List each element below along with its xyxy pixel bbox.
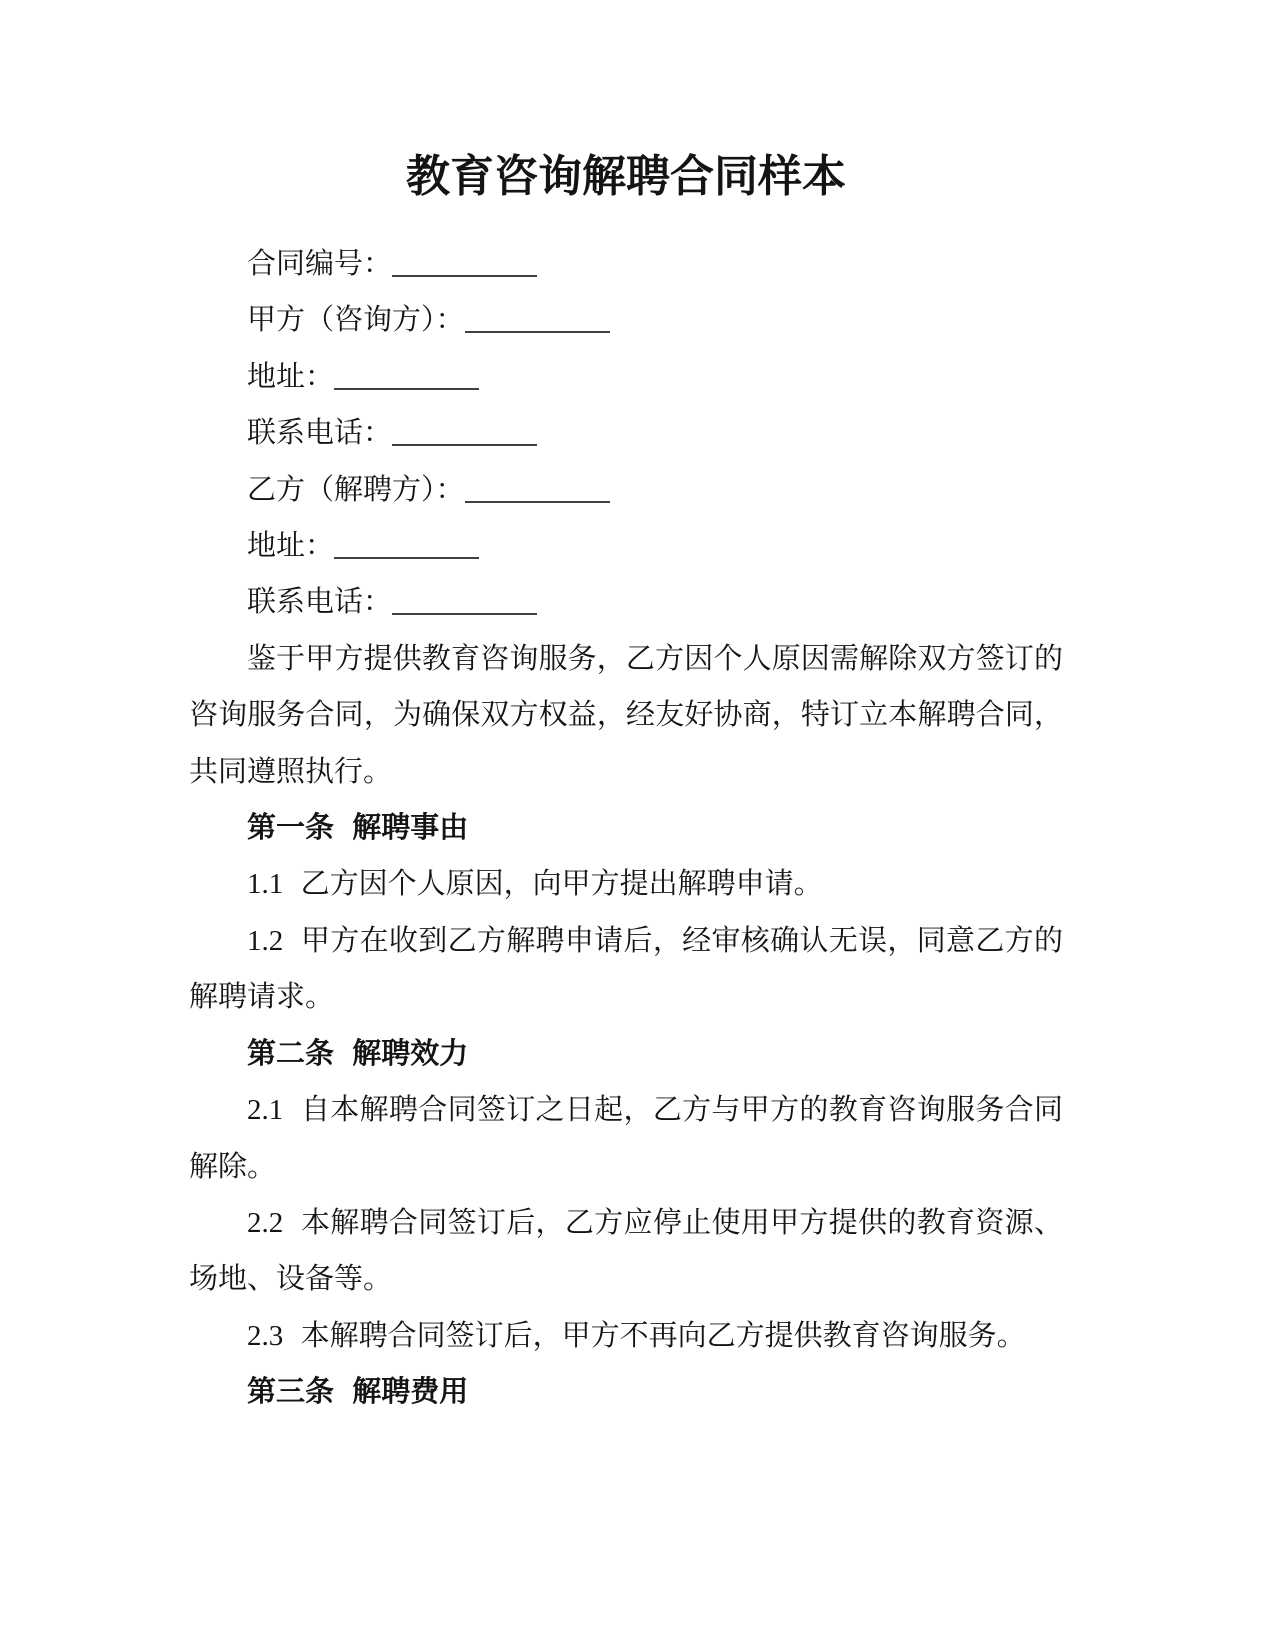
field-party-a-address-label: 地址： [247, 360, 335, 393]
field-party-a-phone-blank [392, 414, 537, 446]
field-contract-number-label: 合同编号： [247, 248, 393, 280]
field-party-b [189, 462, 1063, 518]
field-party-a-label: 甲方（咨询方）： [247, 304, 465, 337]
preamble-paragraph: 鉴于甲方提供教育咨询服务，乙方因个人原因需解除双方签订的咨询服务合同，为确保双方权益，经友好协商，特订立本解聘合同，共同遵照执行。 [189, 642, 1063, 788]
field-party-a-phone [189, 405, 1063, 461]
field-contract-number-blank [392, 245, 537, 277]
field-party-a-address-blank [334, 358, 479, 390]
field-party-b-label: 乙方（解聘方）： [247, 473, 465, 506]
field-party-a-phone-label: 联系电话： [247, 417, 393, 450]
field-contract-number [189, 236, 1063, 292]
field-party-b-address-blank [334, 527, 479, 559]
section-1-heading: 第一条 解聘事由 [247, 812, 469, 845]
field-party-b-blank [465, 471, 610, 503]
field-party-b-phone-blank [392, 583, 537, 615]
document-title: 教育咨询解聘合同样本 [406, 152, 846, 201]
field-party-b-address-label: 地址： [247, 530, 335, 563]
field-party-b-phone [189, 574, 1063, 630]
field-party-a [189, 292, 1063, 348]
field-party-a-address [189, 349, 1063, 405]
clause-1-1: 1.1 乙方因个人原因，向甲方提出解聘申请。 [247, 868, 823, 901]
field-party-b-address [189, 518, 1063, 574]
field-party-b-phone-label: 联系电话： [247, 586, 393, 619]
clause-2-3: 2.3 本解聘合同签订后，甲方不再向乙方提供教育咨询服务。 [247, 1319, 1026, 1352]
document-body [189, 236, 1063, 1421]
field-party-a-blank [465, 301, 610, 333]
section-2-heading: 第二条 解聘效力 [247, 1037, 469, 1070]
section-3-heading: 第三条 解聘费用 [247, 1376, 469, 1409]
clause-2-2: 2.2 本解聘合同签订后，乙方应停止使用甲方提供的教育资源、场地、设备等。 [189, 1206, 1063, 1296]
clause-1-2: 1.2 甲方在收到乙方解聘申请后，经审核确认无误，同意乙方的解聘请求。 [189, 924, 1063, 1014]
clause-2-1: 2.1 自本解聘合同签订之日起，乙方与甲方的教育咨询服务合同解除。 [189, 1094, 1063, 1183]
